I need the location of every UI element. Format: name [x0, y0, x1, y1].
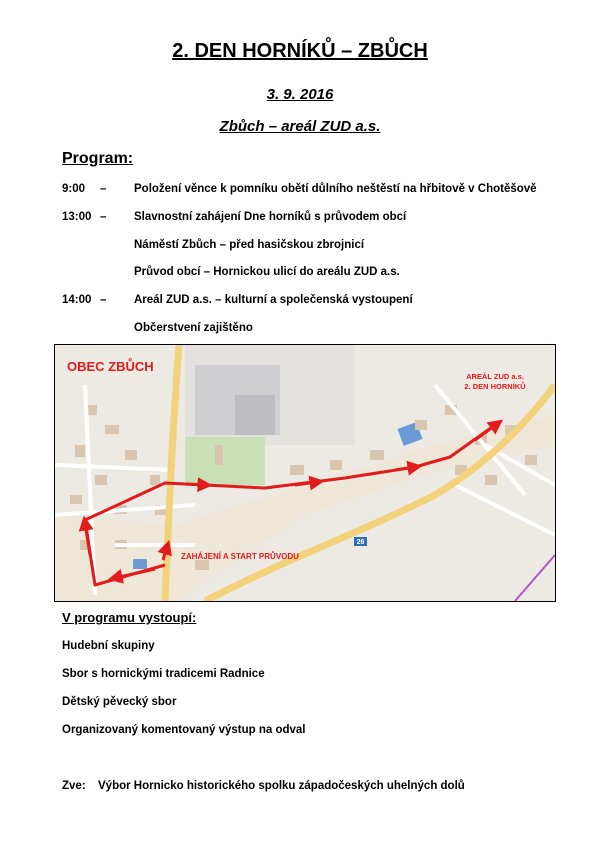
- program-text: Průvod obcí – Hornickou ulicí do areálu ZUD a.s.: [134, 266, 400, 278]
- event-venue: Zbůch – areál ZUD a.s.: [219, 118, 381, 135]
- program-dash: –: [100, 211, 107, 223]
- map-village-label: OBEC ZBŮCH: [67, 359, 154, 374]
- program-dash: –: [100, 183, 107, 195]
- performer-item: Dětský pěvecký sbor: [62, 696, 177, 708]
- program-text: Položení věnce k pomníku obětí důlního neštěstí na hřbitově v Chotěšově: [134, 183, 537, 195]
- route-map: [54, 344, 556, 602]
- program-text: Náměstí Zbůch – před hasičskou zbrojnicí: [134, 239, 365, 251]
- map-graphic: [55, 345, 555, 601]
- invite-label: Zve:: [62, 780, 86, 792]
- map-venue-label-2: 2. DEN HORNÍKŮ: [464, 382, 526, 391]
- program-text: Areál ZUD a.s. – kulturní a společenská vystoupení: [134, 294, 413, 306]
- program-dash: –: [100, 294, 107, 306]
- map-start-label: ZAHÁJENÍ A START PRŮVODU: [181, 552, 299, 561]
- event-date: 3. 9. 2016: [266, 86, 334, 103]
- performer-item: Hudební skupiny: [62, 640, 155, 652]
- program-text: Občerstvení zajištěno: [134, 322, 253, 334]
- performer-item: Organizovaný komentovaný výstup na odval: [62, 724, 306, 736]
- page-title: 2. DEN HORNÍKŮ – ZBŮCH: [172, 40, 428, 62]
- program-time: 9:00: [62, 183, 86, 195]
- program-text: Slavnostní zahájení Dne horníků s průvodem obcí: [134, 211, 407, 223]
- performers-heading: V programu vystoupí:: [62, 610, 197, 625]
- performer-item: Sbor s hornickými tradicemi Radnice: [62, 668, 265, 680]
- map-venue-label-1: AREÁL ZUD a.s.: [466, 372, 524, 381]
- invite-text: Výbor Hornicko historického spolku západočeských uhelných dolů: [98, 780, 465, 792]
- road-number: 26: [356, 539, 365, 546]
- program-time: 13:00: [62, 211, 92, 223]
- program-heading: Program:: [62, 150, 134, 167]
- program-time: 14:00: [62, 294, 92, 306]
